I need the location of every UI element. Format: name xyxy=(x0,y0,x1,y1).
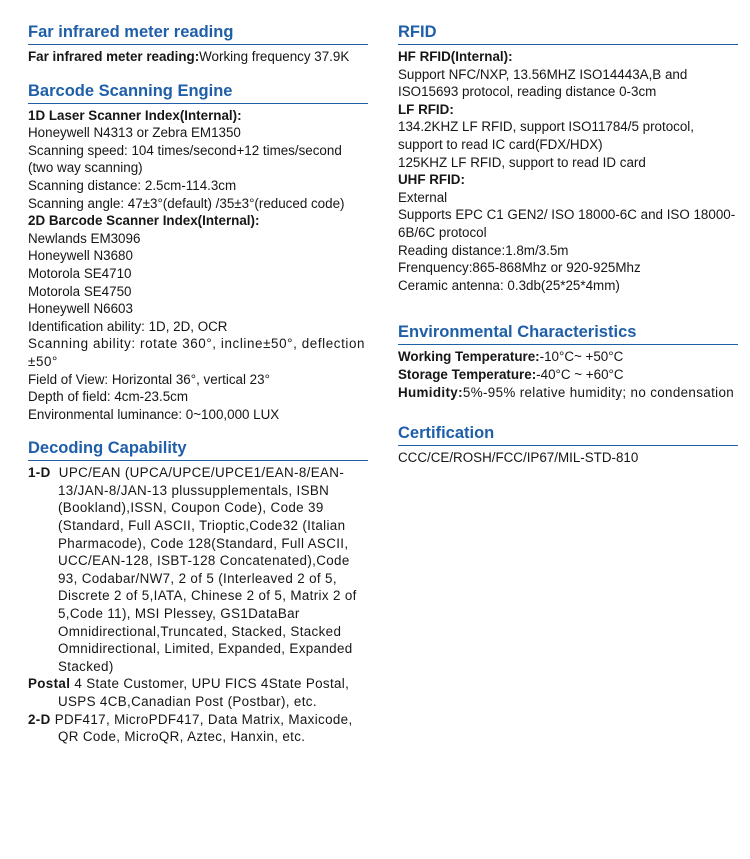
section-body xyxy=(398,48,738,294)
section-far-infrared-meter-reading xyxy=(28,22,368,66)
spec-label: 1-D xyxy=(28,465,51,481)
section-barcode-scanning-engine xyxy=(28,81,368,424)
section-body xyxy=(398,449,738,467)
spec-label: UHF RFID: xyxy=(398,172,465,188)
section-title: Barcode Scanning Engine xyxy=(28,81,368,104)
spec-line: Frenquency:865-868Mhz or 920-925Mhz xyxy=(398,260,641,276)
spec-line: Scanning distance: 2.5cm-114.3cm xyxy=(28,177,237,193)
spec-line: Supports EPC C1 GEN2/ ISO 18000-6C and ISO 18000-6B/6C protocol xyxy=(398,207,736,240)
spec-line: Support NFC/NXP, 13.56MHZ ISO14443A,B and ISO15693 protocol, reading distance 0-3cm xyxy=(398,66,688,100)
section-title: Certification xyxy=(398,423,738,446)
spec-line: Scanning ability: rotate 360°, incline±50°, deflection ±50° xyxy=(28,336,366,369)
spec-line: Motorola SE4710 xyxy=(28,265,132,281)
section-title: Far infrared meter reading xyxy=(28,22,368,45)
spec-line: Honeywell N4313 or Zebra EM1350 xyxy=(28,125,241,141)
spec-line: Depth of field: 4cm-23.5cm xyxy=(28,389,189,405)
spec-label: Working Temperature: xyxy=(398,349,540,365)
section-body xyxy=(28,464,368,746)
spec-line: Reading distance:1.8m/3.5m xyxy=(398,242,569,258)
section-environmental-characteristics xyxy=(398,322,738,401)
spec-line xyxy=(398,348,738,366)
spec-line: Honeywell N6603 xyxy=(28,301,133,317)
spec-line: Environmental luminance: 0~100,000 LUX xyxy=(28,406,280,422)
section-title: Decoding Capability xyxy=(28,438,368,461)
spec-line: Motorola SE4750 xyxy=(28,283,132,299)
section-certification xyxy=(398,423,738,467)
spec-label: Far infrared meter reading: xyxy=(28,49,200,64)
spec-entry xyxy=(28,675,368,710)
section-body xyxy=(28,48,368,66)
spec-label: Humidity: xyxy=(398,384,463,400)
left-column xyxy=(28,22,368,849)
spec-line: Field of View: Horizontal 36°, vertical 23° xyxy=(28,371,270,387)
section-title: RFID xyxy=(398,22,738,45)
section-decoding-capability xyxy=(28,438,368,746)
spec-value: UPC/EAN (UPCA/UPCE/UPCE1/EAN-8/EAN-13/JAN-8/JAN-13 plussupplementals, ISBN (Bookland),ISSN, Coupon Code), Code 39 (Standard, Full ASCII, Trioptic,Code32 (Italian Pharmacode), Code 128(Standard, Full ASCII, UCC/EAN-128, ISBT-128 Concatenated),Code 93, Codabar/NW7, 2 of 5 (Interleaved 2 of 5, Discrete 2 of 5,IATA, Chinese 2 of 5, Matrix 2 of 5,Code 11), MSI Plessey, GS1DataBar Omnidirectional,Truncated, Stacked, Stacked Omnidirectional, Limited, Expanded, Expanded Stacked) xyxy=(58,465,357,674)
spacer xyxy=(398,411,738,423)
spacer xyxy=(398,304,738,322)
spec-line: 125KHZ LF RFID, support to read ID card xyxy=(398,154,646,170)
spec-line: CCC/CE/ROSH/FCC/IP67/MIL-STD-810 xyxy=(398,450,639,466)
spec-line: Scanning angle: 47±3°(default) /35±3°(reduced code) xyxy=(28,195,345,211)
spec-line: Identification ability: 1D, 2D, OCR xyxy=(28,318,228,334)
section-title: Environmental Characteristics xyxy=(398,322,738,345)
spec-line: Newlands EM3096 xyxy=(28,230,141,246)
spec-entry xyxy=(28,464,368,675)
spec-line xyxy=(28,48,368,66)
spec-label: HF RFID(Internal): xyxy=(398,49,513,64)
section-body xyxy=(28,107,368,424)
spec-value: PDF417, MicroPDF417, Data Matrix, Maxicode, QR Code, MicroQR, Aztec, Hanxin, etc. xyxy=(54,711,353,745)
spec-value: -40°C ~ +60°C xyxy=(536,366,624,382)
section-body xyxy=(398,348,738,401)
spec-label: 1D Laser Scanner Index(Internal): xyxy=(28,107,242,123)
spec-label: Storage Temperature: xyxy=(398,366,537,382)
spec-line xyxy=(398,366,738,384)
right-column xyxy=(398,22,738,849)
spec-line: 134.2KHZ LF RFID, support ISO11784/5 protocol, support to read IC card(FDX/HDX) xyxy=(398,119,694,152)
spec-label: 2-D xyxy=(28,711,51,727)
spec-value: 5%-95% relative humidity; no condensation xyxy=(462,384,735,400)
spec-label: 2D Barcode Scanner Index(Internal): xyxy=(28,213,260,229)
spec-line: Scanning speed: 104 times/second+12 times/second (two way scanning) xyxy=(28,142,342,176)
spec-line: External xyxy=(398,189,448,205)
spec-value: Working frequency 37.9K xyxy=(199,49,350,64)
spec-value: -10°C~ +50°C xyxy=(539,349,624,365)
spec-line: Honeywell N3680 xyxy=(28,248,133,264)
spec-entry xyxy=(28,711,368,746)
spec-label: LF RFID: xyxy=(398,101,454,117)
spec-line: Ceramic antenna: 0.3db(25*25*4mm) xyxy=(398,277,620,293)
section-rfid xyxy=(398,22,738,294)
spec-label: Postal xyxy=(28,676,71,692)
spec-line xyxy=(398,384,738,402)
spec-value: 4 State Customer, UPU FICS 4State Postal, USPS 4CB,Canadian Post (Postbar), etc. xyxy=(58,676,350,709)
